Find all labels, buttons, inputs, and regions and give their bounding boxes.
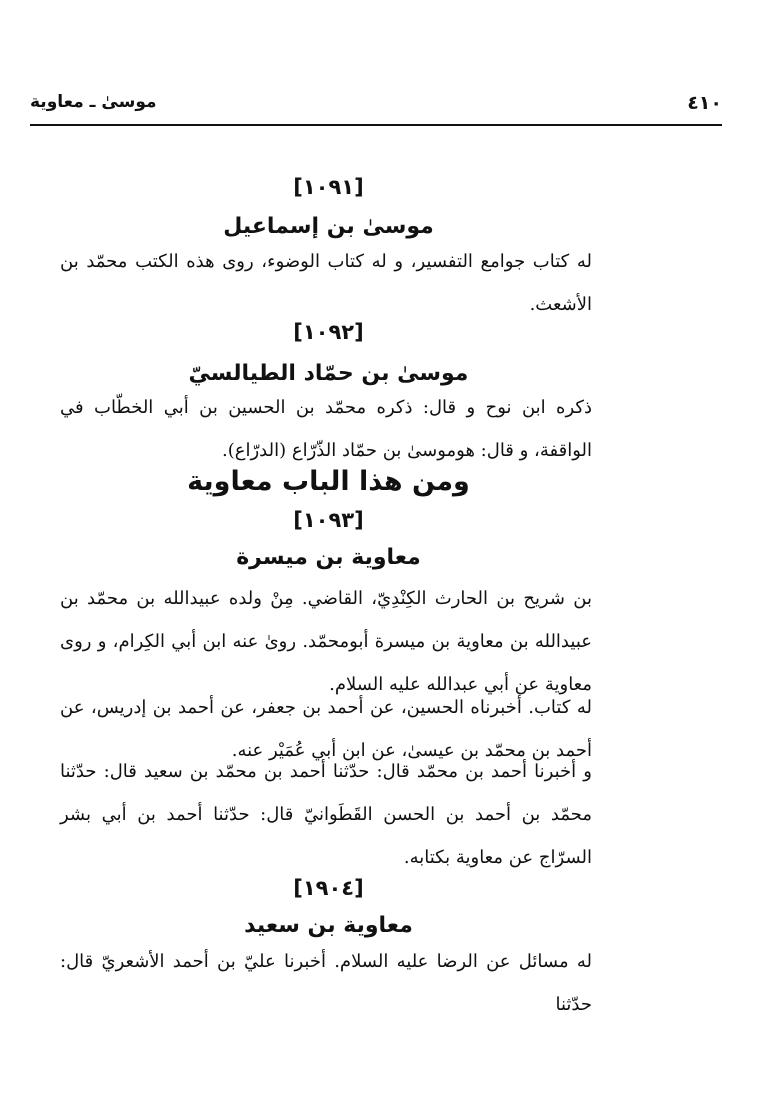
section-heading: ومن هذا الباب معاوية — [187, 466, 470, 497]
entry-paragraph: ذكره ابن نوح و قال: ذكره محمّد بن الحسين بن أبي الخطّاب في الواقفة، و قال: هوموسىٰ بن حمّاد الذّرّاع (الدرّاع). — [60, 397, 592, 461]
page-header — [30, 92, 722, 126]
entry-paragraph: له كتاب جوامع التفسير، و له كتاب الوضوء، روى هذه الكتب محمّد بن الأشعث. — [60, 251, 592, 315]
entry-number: [١٩٠٤] — [293, 876, 364, 900]
entry-paragraph: له كتاب. أخبرناه الحسين، عن أحمد بن جعفر، عن أحمد بن إدريس، عن أحمد بن محمّد بن عيسىٰ، عن ابن أبي عُمَيْر عنه. — [60, 697, 592, 761]
entry-title: موسىٰ بن حمّاد الطيالسيّ — [188, 361, 469, 386]
entry-number: [١٠٩١] — [293, 175, 364, 199]
entry-number: [١٠٩٢] — [293, 320, 364, 344]
entry-paragraph: و أخبرنا أحمد بن محمّد قال: حدّثنا أحمد بن محمّد بن سعيد قال: حدّثنا محمّد بن أحمد بن الحسن القَطَوانيّ قال: حدّثنا أحمد بن أبي بشر السرّاج عن معاوية بكتابه. — [60, 761, 592, 868]
entry-title: معاوية بن ميسرة — [236, 545, 421, 570]
entry-number: [١٠٩٣] — [293, 508, 364, 532]
entry-title: موسىٰ بن إسماعيل — [223, 214, 434, 239]
page-number: ٤١٠ — [687, 92, 722, 114]
entry-paragraph: له مسائل عن الرضا عليه السلام. أخبرنا عليّ بن أحمد الأشعريّ قال: حدّثنا — [60, 951, 592, 1015]
running-title: موسىٰ ـ معاوية — [30, 92, 157, 112]
header-rule — [30, 124, 722, 126]
entry-paragraph: بن شريح بن الحارث الكِنْدِيّ، القاضي. مِنْ ولده عبيدالله بن محمّد بن عبيدالله بن معاوية بن ميسرة أبومحمّد. روىٰ عنه ابن أبي الكِرام، و روى معاوية عن أبي عبدالله عليه السلام. — [60, 588, 592, 695]
entry-title: معاوية بن سعيد — [244, 913, 413, 938]
